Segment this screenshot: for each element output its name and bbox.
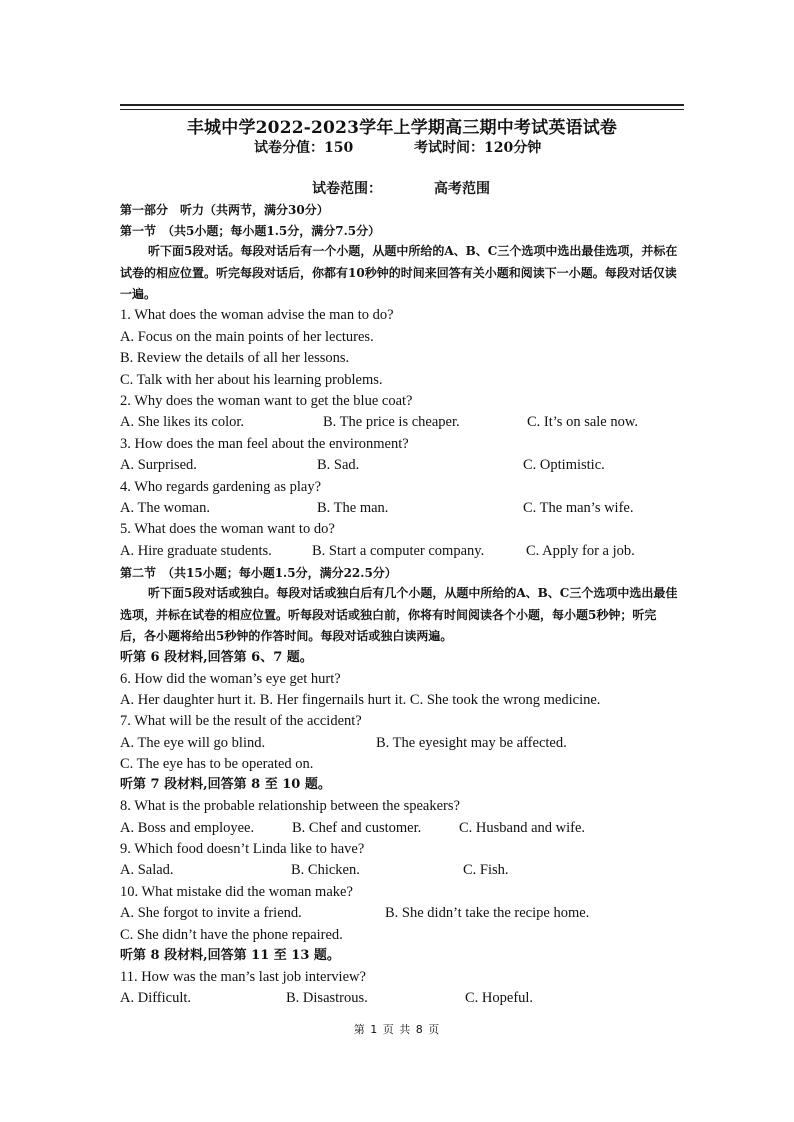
q8-option-c: C. Husband and wife. [459,820,586,836]
q10-option-a: A. She forgot to invite a friend. [120,905,302,921]
q7-option-a: A. The eye will go blind. [120,735,266,751]
time-label: 考试时间：120分钟 [414,140,542,156]
q11-option-a: A. Difficult. [120,990,192,1006]
q4-option-a: A. The woman. [120,500,210,516]
q5-option-c: C. Apply for a job. [526,543,635,559]
header-rule-thick [120,104,684,106]
material-8-heading: 听第 8 段材料,回答第 11 至 13 题。 [120,948,340,963]
section1-instructions: 听下面5段对话。每段对话后有一个小题，从题中所给的A、B、C三个选项中选出最佳选项，并标在试卷的相应位置。听完每段对话后，你都有10秒钟的时间来回答有关小题和阅读下一小题。每段对话仅读一遍。 [120,244,678,301]
header-rule-thin [120,109,684,110]
q7-option-c: C. The eye has to be operated on. [120,756,314,772]
material-6-heading: 听第 6 段材料,回答第 6、7 题。 [120,650,313,665]
q11-option-c: C. Hopeful. [465,990,534,1006]
question-8: 8. What is the probable relationship between the speakers? [120,798,460,814]
q8-option-b: B. Chef and customer. [292,820,422,836]
question-7: 7. What will be the result of the accident? [120,713,362,729]
q2-option-b: B. The price is cheaper. [323,414,460,430]
question-9: 9. Which food doesn’t Linda like to have? [120,841,365,857]
question-11: 11. How was the man’s last job interview? [120,969,366,985]
exam-title: 丰城中学2022-2023学年上学期高三期中考试英语试卷 [186,118,618,138]
q7-option-b: B. The eyesight may be affected. [376,735,567,751]
question-4: 4. Who regards gardening as play? [120,479,322,495]
question-10: 10. What mistake did the woman make? [120,884,353,900]
q6-options: A. Her daughter hurt it. B. Her fingernails hurt it. C. She took the wrong medicine. [120,692,601,708]
q2-option-c: C. It’s on sale now. [527,414,639,430]
page-footer: 第 1 页 共 8 页 [353,1023,441,1036]
q9-option-a: A. Salad. [120,862,174,878]
question-6: 6. How did the woman’s eye get hurt? [120,671,341,687]
score-label: 试卷分值：150 [254,140,354,156]
scope-value: 高考范围 [434,181,490,197]
q3-option-b: B. Sad. [317,457,360,473]
q4-option-b: B. The man. [317,500,389,516]
q3-option-c: C. Optimistic. [523,457,605,473]
q3-option-a: A. Surprised. [120,457,197,473]
question-3: 3. How does the man feel about the environment? [120,436,409,452]
q1-option-a: A. Focus on the main points of her lectures. [120,329,374,345]
section2-heading: 第二节 （共15小题；每小题1.5分，满分22.5分） [120,566,397,580]
q1-option-c: C. Talk with her about his learning problems. [120,372,383,388]
material-7-heading: 听第 7 段材料,回答第 8 至 10 题。 [120,777,331,792]
q11-option-b: B. Disastrous. [286,990,368,1006]
q9-option-b: B. Chicken. [291,862,360,878]
q9-option-c: C. Fish. [463,862,509,878]
q2-option-a: A. She likes its color. [120,414,245,430]
q10-option-b: B. She didn’t take the recipe home. [385,905,590,921]
question-5: 5. What does the woman want to do? [120,521,335,537]
question-2: 2. Why does the woman want to get the blue coat? [120,393,413,409]
q5-option-b: B. Start a computer company. [312,543,485,559]
scope-label: 试卷范围： [312,181,382,197]
section1-heading: 第一节 （共5小题；每小题1.5分，满分7.5分） [120,224,381,238]
q8-option-a: A. Boss and employee. [120,820,255,836]
section2-instructions: 听下面5段对话或独白。每段对话或独白后有几个小题，从题中所给的A、B、C三个选项中选出最佳选项，并标在试卷的相应位置。听每段对话或独白前，你将有时间阅读各个小题，每小题5秒钟；听完后，各小题将给出5秒钟的作答时间。每段对话或独白读两遍。 [120,586,678,643]
q4-option-c: C. The man’s wife. [523,500,634,516]
q1-option-b: B. Review the details of all her lessons. [120,350,350,366]
part1-heading: 第一部分 听力（共两节，满分30分） [120,203,329,217]
question-1: 1. What does the woman advise the man to do? [120,307,394,323]
q10-option-c: C. She didn’t have the phone repaired. [120,927,343,943]
q5-option-a: A. Hire graduate students. [120,543,272,559]
